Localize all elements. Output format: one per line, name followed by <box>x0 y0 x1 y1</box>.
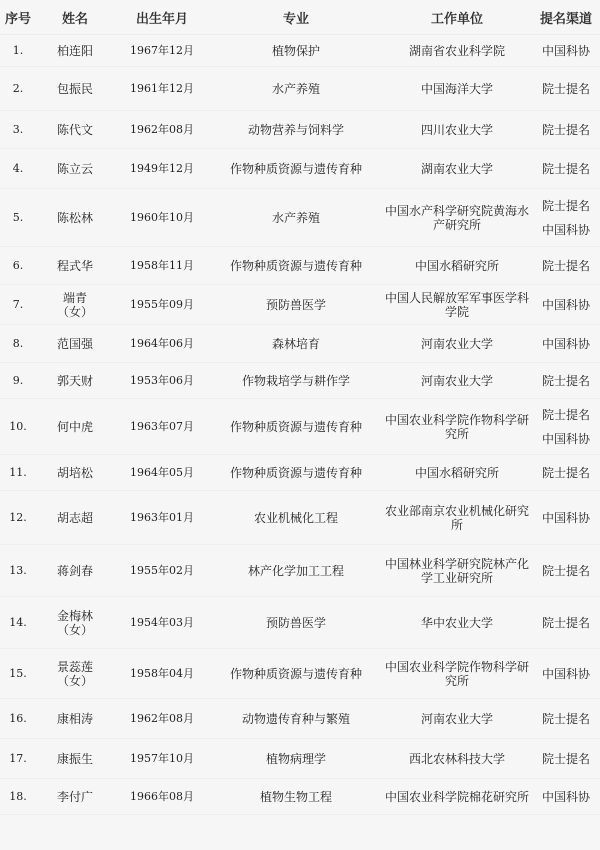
cell-birth: 1964年05月 <box>114 455 210 491</box>
channel-line: 院士提名 <box>541 198 590 213</box>
table-row <box>0 545 600 597</box>
cell-no: 1. <box>0 35 36 67</box>
cell-major: 动物遗传育种与繁殖 <box>210 699 382 739</box>
cell-major: 水产养殖 <box>210 189 382 247</box>
cell-channel <box>532 491 600 545</box>
cell-no: 15. <box>0 649 36 699</box>
cell-major: 植物保护 <box>210 35 382 67</box>
cell-major: 作物种质资源与遗传育种 <box>210 399 382 455</box>
cell-channel <box>532 285 600 325</box>
cell-birth: 1958年11月 <box>114 247 210 285</box>
table-row <box>0 285 600 325</box>
channel-line: 院士提名 <box>541 615 590 630</box>
table-row <box>0 247 600 285</box>
cell-no: 8. <box>0 325 36 363</box>
cell-birth: 1953年06月 <box>114 363 210 399</box>
channel-line: 院士提名 <box>541 81 590 96</box>
table-row <box>0 649 600 699</box>
cell-name <box>36 699 114 739</box>
channel-line: 中国科协 <box>541 789 590 804</box>
table-row <box>0 67 600 111</box>
cell-unit: 中国海洋大学 <box>382 67 532 111</box>
table-row <box>0 325 600 363</box>
channel-line: 院士提名 <box>541 751 590 766</box>
name-line: 金梅林 <box>56 608 93 623</box>
cell-channel <box>532 779 600 815</box>
cell-channel <box>532 545 600 597</box>
name-line: 何中虎 <box>56 419 93 434</box>
name-line: 陈立云 <box>56 161 93 176</box>
cell-name <box>36 67 114 111</box>
cell-channel <box>532 455 600 491</box>
cell-unit: 河南农业大学 <box>382 363 532 399</box>
name-line: 范国强 <box>56 336 93 351</box>
name-line: 包振民 <box>56 81 93 96</box>
table-row <box>0 739 600 779</box>
name-line: 端青 <box>62 290 87 305</box>
channel-line: 院士提名 <box>541 465 590 480</box>
cell-unit: 中国农业科学院棉花研究所 <box>382 779 532 815</box>
cell-channel <box>532 111 600 149</box>
cell-no: 16. <box>0 699 36 739</box>
channel-line: 院士提名 <box>541 373 590 388</box>
cell-unit: 中国水稻研究所 <box>382 455 532 491</box>
channel-line: 院士提名 <box>541 258 590 273</box>
cell-no: 17. <box>0 739 36 779</box>
cell-channel <box>532 739 600 779</box>
cell-major: 作物种质资源与遗传育种 <box>210 247 382 285</box>
name-line: 胡志超 <box>56 510 93 525</box>
cell-name <box>36 545 114 597</box>
table-row <box>0 455 600 491</box>
cell-name <box>36 35 114 67</box>
cell-channel <box>532 35 600 67</box>
name-line: 陈松林 <box>56 210 93 225</box>
header-no: 序号 <box>0 0 36 35</box>
cell-no: 13. <box>0 545 36 597</box>
cell-birth: 1954年03月 <box>114 597 210 649</box>
cell-major: 植物病理学 <box>210 739 382 779</box>
table-row <box>0 597 600 649</box>
cell-name <box>36 779 114 815</box>
cell-birth: 1957年10月 <box>114 739 210 779</box>
name-line: （女） <box>56 622 93 637</box>
channel-line: 中国科协 <box>541 222 590 237</box>
name-line: （女） <box>56 304 93 319</box>
name-line: 康相涛 <box>56 711 93 726</box>
cell-unit: 湖南农业大学 <box>382 149 532 189</box>
cell-no: 12. <box>0 491 36 545</box>
channel-line: 中国科协 <box>541 43 590 58</box>
cell-major: 作物种质资源与遗传育种 <box>210 455 382 491</box>
channel-line: 院士提名 <box>541 161 590 176</box>
cell-name <box>36 285 114 325</box>
cell-channel <box>532 699 600 739</box>
name-line: 柏连阳 <box>56 43 93 58</box>
cell-birth: 1958年04月 <box>114 649 210 699</box>
cell-no: 14. <box>0 597 36 649</box>
cell-unit: 华中农业大学 <box>382 597 532 649</box>
cell-unit: 中国人民解放军军事医学科学院 <box>382 285 532 325</box>
cell-unit: 湖南省农业科学院 <box>382 35 532 67</box>
cell-no: 6. <box>0 247 36 285</box>
cell-channel <box>532 363 600 399</box>
cell-channel <box>532 149 600 189</box>
channel-line: 中国科协 <box>541 666 590 681</box>
cell-major: 森林培育 <box>210 325 382 363</box>
cell-unit: 河南农业大学 <box>382 699 532 739</box>
cell-unit: 中国水产科学研究院黄海水产研究所 <box>382 189 532 247</box>
cell-no: 5. <box>0 189 36 247</box>
cell-major: 作物种质资源与遗传育种 <box>210 149 382 189</box>
cell-channel <box>532 67 600 111</box>
name-line: 蒋剑春 <box>56 563 93 578</box>
cell-unit: 四川农业大学 <box>382 111 532 149</box>
cell-unit: 中国水稻研究所 <box>382 247 532 285</box>
header-major: 专业 <box>210 0 382 35</box>
cell-no: 4. <box>0 149 36 189</box>
cell-major: 作物栽培学与耕作学 <box>210 363 382 399</box>
cell-unit: 中国农业科学院作物科学研究所 <box>382 399 532 455</box>
cell-no: 18. <box>0 779 36 815</box>
channel-line: 中国科协 <box>541 431 590 446</box>
name-line: 景蕊莲 <box>56 659 93 674</box>
cell-name <box>36 111 114 149</box>
cell-name <box>36 649 114 699</box>
cell-unit: 农业部南京农业机械化研究所 <box>382 491 532 545</box>
cell-channel <box>532 597 600 649</box>
cell-birth: 1961年12月 <box>114 67 210 111</box>
table-row <box>0 399 600 455</box>
table-row <box>0 491 600 545</box>
cell-unit: 河南农业大学 <box>382 325 532 363</box>
cell-name <box>36 597 114 649</box>
name-line: 李付广 <box>56 789 93 804</box>
cell-unit: 中国农业科学院作物科学研究所 <box>382 649 532 699</box>
cell-major: 预防兽医学 <box>210 597 382 649</box>
cell-birth: 1967年12月 <box>114 35 210 67</box>
cell-birth: 1960年10月 <box>114 189 210 247</box>
cell-name <box>36 189 114 247</box>
name-line: 程式华 <box>56 258 93 273</box>
table-row <box>0 363 600 399</box>
cell-name <box>36 491 114 545</box>
channel-line: 中国科协 <box>541 510 590 525</box>
table-row <box>0 149 600 189</box>
name-line: 胡培松 <box>56 465 93 480</box>
cell-name <box>36 739 114 779</box>
header-channel: 提名渠道 <box>532 0 600 35</box>
header-row <box>0 0 600 35</box>
cell-major: 动物营养与饲料学 <box>210 111 382 149</box>
cell-channel <box>532 399 600 455</box>
cell-unit: 中国林业科学研究院林产化学工业研究所 <box>382 545 532 597</box>
cell-major: 预防兽医学 <box>210 285 382 325</box>
cell-name <box>36 455 114 491</box>
cell-name <box>36 325 114 363</box>
cell-channel <box>532 325 600 363</box>
header-name: 姓名 <box>36 0 114 35</box>
cell-birth: 1963年07月 <box>114 399 210 455</box>
cell-birth: 1955年09月 <box>114 285 210 325</box>
cell-no: 7. <box>0 285 36 325</box>
cell-major: 作物种质资源与遗传育种 <box>210 649 382 699</box>
header-unit: 工作单位 <box>382 0 532 35</box>
cell-name <box>36 149 114 189</box>
channel-line: 院士提名 <box>541 407 590 422</box>
table-row <box>0 699 600 739</box>
cell-no: 2. <box>0 67 36 111</box>
cell-birth: 1962年08月 <box>114 111 210 149</box>
name-line: （女） <box>56 673 93 688</box>
cell-birth: 1966年08月 <box>114 779 210 815</box>
channel-line: 中国科协 <box>541 336 590 351</box>
cell-birth: 1955年02月 <box>114 545 210 597</box>
channel-line: 中国科协 <box>541 297 590 312</box>
channel-line: 院士提名 <box>541 711 590 726</box>
cell-birth: 1964年06月 <box>114 325 210 363</box>
cell-no: 10. <box>0 399 36 455</box>
cell-major: 植物生物工程 <box>210 779 382 815</box>
cell-major: 水产养殖 <box>210 67 382 111</box>
cell-channel <box>532 189 600 247</box>
channel-line: 院士提名 <box>541 122 590 137</box>
name-line: 郭天财 <box>56 373 93 388</box>
cell-birth: 1949年12月 <box>114 149 210 189</box>
name-line: 陈代文 <box>56 122 93 137</box>
header-birth: 出生年月 <box>114 0 210 35</box>
cell-name <box>36 247 114 285</box>
table-row <box>0 189 600 247</box>
table-row <box>0 111 600 149</box>
cell-unit: 西北农林科技大学 <box>382 739 532 779</box>
name-line: 康振生 <box>56 751 93 766</box>
cell-no: 11. <box>0 455 36 491</box>
table-row <box>0 35 600 67</box>
channel-line: 院士提名 <box>541 563 590 578</box>
cell-name <box>36 363 114 399</box>
cell-major: 农业机械化工程 <box>210 491 382 545</box>
cell-birth: 1963年01月 <box>114 491 210 545</box>
cell-birth: 1962年08月 <box>114 699 210 739</box>
cell-channel <box>532 649 600 699</box>
cell-major: 林产化学加工工程 <box>210 545 382 597</box>
cell-channel <box>532 247 600 285</box>
table-row <box>0 779 600 815</box>
cell-no: 3. <box>0 111 36 149</box>
cell-name <box>36 399 114 455</box>
cell-no: 9. <box>0 363 36 399</box>
